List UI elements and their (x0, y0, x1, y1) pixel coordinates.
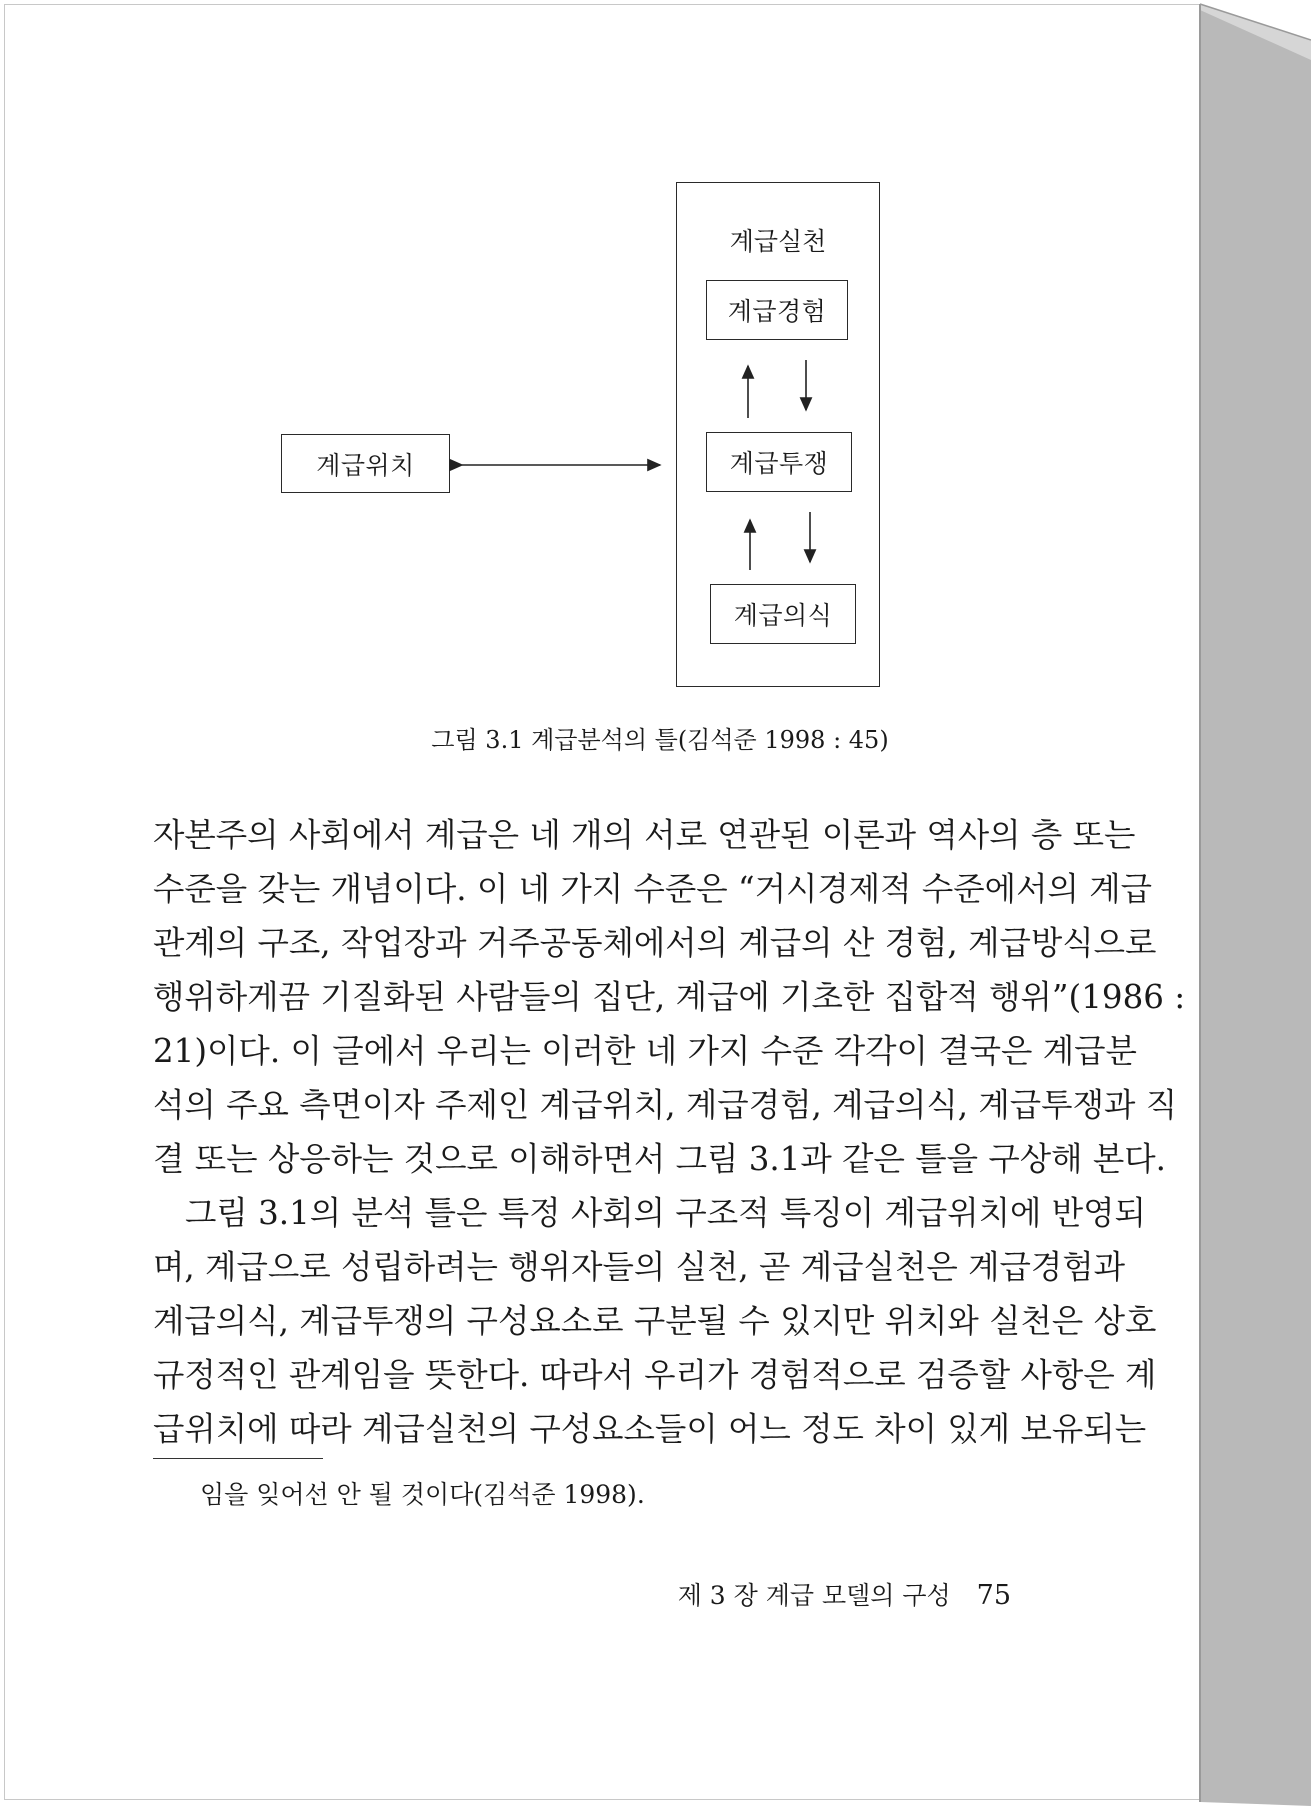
footnote: 임을 잊어선 안 될 것이다(김석준 1998). (200, 1480, 645, 1509)
class-struggle-box (706, 432, 852, 492)
class-experience-box (706, 280, 848, 340)
chapter-title: 제 3 장 계급 모델의 구성 (677, 1581, 951, 1610)
body-line: 계급의식, 계급투쟁의 구성요소로 구분될 수 있지만 위치와 실천은 상호 (153, 1302, 1157, 1340)
body-line: 급위치에 따라 계급실천의 구성요소들이 어느 정도 차이 있게 보유되는 (153, 1410, 1147, 1448)
body-line: 21)이다. 이 글에서 우리는 이러한 네 가지 수준 각각이 결국은 계급분 (153, 1032, 1137, 1070)
running-footer (678, 1576, 1011, 1612)
class-experience-label: 계급경험 (727, 297, 827, 326)
body-line: 행위하게끔 기질화된 사람들의 집단, 계급에 기초한 집합적 행위”(1986 : (153, 978, 1186, 1016)
class-position-box (281, 434, 450, 493)
body-paragraphs (153, 808, 1186, 1456)
body-line: 규정적인 관계임을 뜻한다. 따라서 우리가 경험적으로 검증할 사항은 계 (153, 1356, 1157, 1394)
body-line: 결 또는 상응하는 것으로 이해하면서 그림 3.1과 같은 틀을 구상해 본다. (153, 1140, 1166, 1178)
class-position-label: 계급위치 (316, 450, 415, 480)
page-number: 75 (976, 1580, 1011, 1611)
body-line: 석의 주요 측면이자 주제인 계급위치, 계급경험, 계급의식, 계급투쟁과 직 (153, 1086, 1178, 1124)
class-struggle-label: 계급투쟁 (729, 449, 829, 478)
body-line: 며, 계급으로 성립하려는 행위자들의 실천, 곧 계급실천은 계급경험과 (153, 1248, 1126, 1286)
body-line: 그림 3.1의 분석 틀은 특정 사회의 구조적 특징이 계급위치에 반영되 (185, 1194, 1146, 1232)
body-line: 관계의 구조, 작업장과 거주공동체에서의 계급의 산 경험, 계급방식으로 (153, 924, 1157, 962)
body-line: 자본주의 사회에서 계급은 네 개의 서로 연관된 이론과 역사의 층 또는 (153, 816, 1136, 854)
footnote-rule (153, 1458, 323, 1459)
class-consciousness-box (710, 584, 856, 644)
body-line: 수준을 갖는 개념이다. 이 네 가지 수준은 “거시경제적 수준에서의 계급 (153, 870, 1152, 908)
class-consciousness-label: 계급의식 (733, 601, 833, 630)
class-practice-label: 계급실천 (729, 227, 827, 256)
figure-caption: 그림 3.1 계급분석의 틀(김석준 1998 : 45) (431, 726, 889, 754)
